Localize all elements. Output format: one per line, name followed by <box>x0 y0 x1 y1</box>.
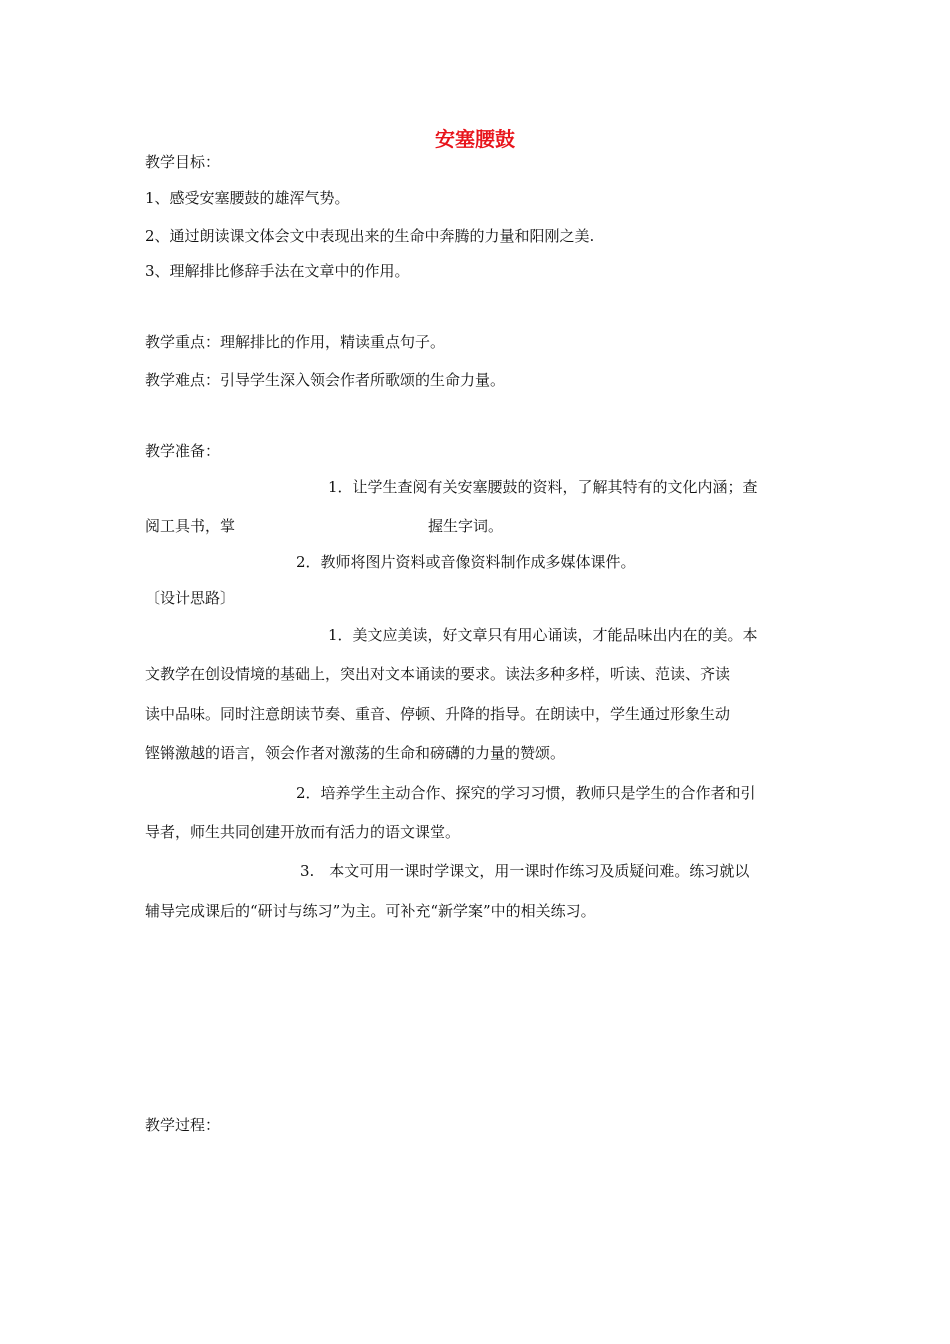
design-heading: 〔设计思路〕 <box>145 589 236 607</box>
design-p1-line: 1．美文应美读，好文章只有用心诵读，才能品味出内在的美。本 <box>328 626 758 644</box>
process-heading: 教学过程： <box>145 1116 221 1134</box>
design-p3-line: 辅导完成课后的“研讨与练习”为主。可补充“新学案”中的相关练习。 <box>145 902 596 920</box>
design-p1-line: 读中品味。同时注意朗读节奏、重音、停顿、升降的指导。在朗读中，学生通过形象生动 <box>145 705 731 723</box>
design-p2-line: 2．培养学生主动合作、探究的学习习惯，教师只是学生的合作者和引 <box>296 784 756 802</box>
preparation-item-1-line2a: 阅工具书，掌 <box>145 517 236 535</box>
objectives-heading: 教学目标： <box>145 153 221 171</box>
preparation-item-2: 2．教师将图片资料或音像资料制作成多媒体课件。 <box>296 553 636 571</box>
design-p2-line: 导者，师生共同创建开放而有活力的语文课堂。 <box>145 823 461 841</box>
preparation-heading: 教学准备： <box>145 442 221 460</box>
design-p1-line: 铿锵激越的语言，领会作者对激荡的生命和磅礴的力量的赞颂。 <box>145 744 566 762</box>
preparation-item-1-line1: 1．让学生查阅有关安塞腰鼓的资料，了解其特有的文化内涵；查 <box>328 478 758 496</box>
preparation-item-1-line2b: 握生字词。 <box>428 517 504 535</box>
design-p3-line: 3. 本文可用一课时学课文，用一课时作练习及质疑问难。练习就以 <box>300 862 750 880</box>
design-p1-line: 文教学在创设情境的基础上，突出对文本诵读的要求。读法多种多样，听读、范读、齐读 <box>145 665 731 683</box>
key-point: 教学重点：理解排比的作用，精读重点句子。 <box>145 333 446 351</box>
difficulty: 教学难点：引导学生深入领会作者所歌颂的生命力量。 <box>145 371 506 389</box>
document-title: 安塞腰鼓 <box>435 127 515 151</box>
objective-item: 1、感受安塞腰鼓的雄浑气势。 <box>145 189 350 207</box>
objective-item: 2、通过朗读课文体会文中表现出来的生命中奔腾的力量和阳刚之美. <box>145 227 595 245</box>
objective-item: 3、理解排比修辞手法在文章中的作用。 <box>145 262 410 280</box>
